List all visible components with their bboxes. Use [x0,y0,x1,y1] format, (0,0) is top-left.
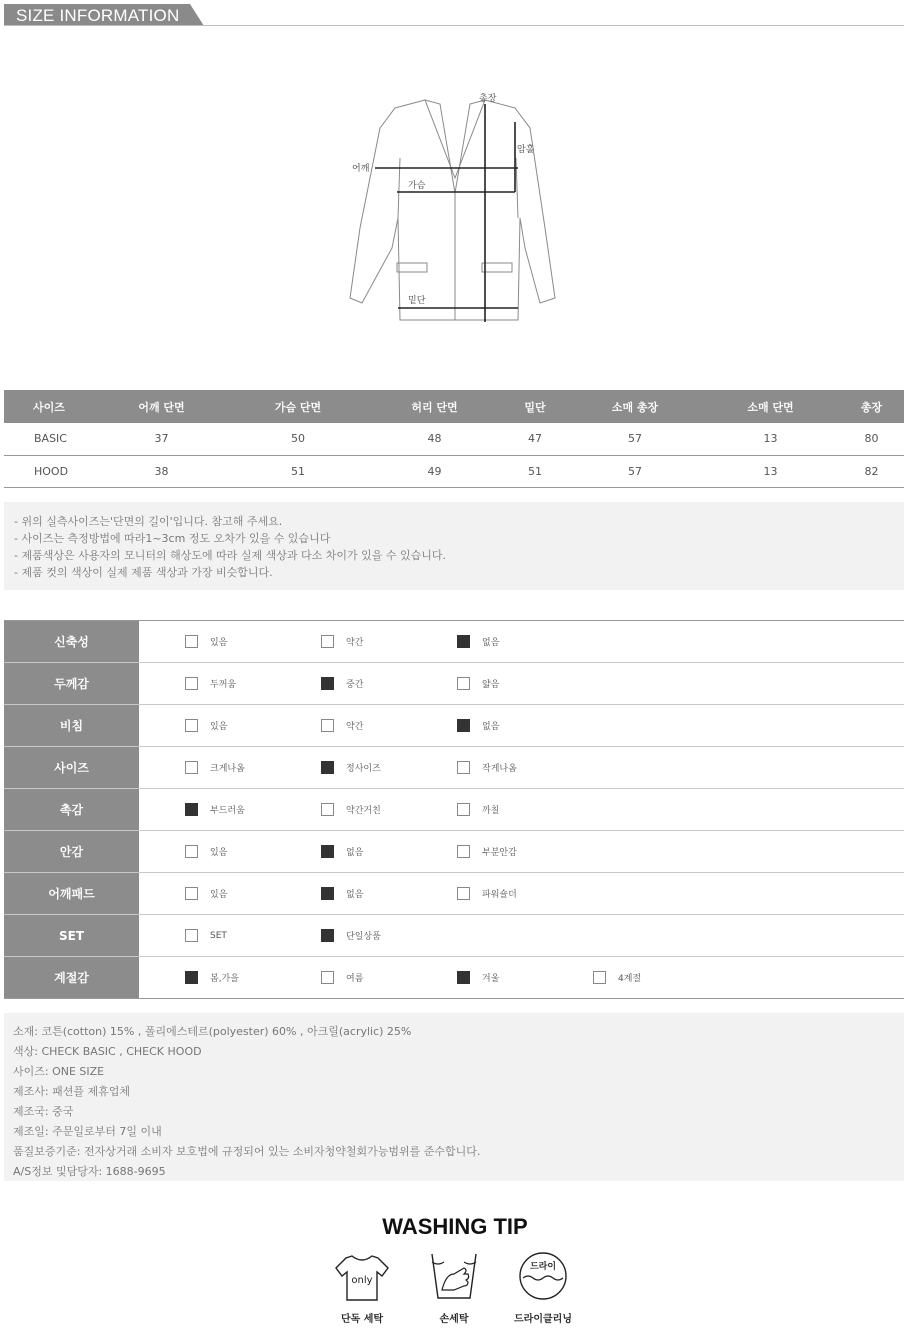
table-cell: 13 [702,455,839,487]
option-label: 봄,가을 [210,974,239,984]
property-option [321,635,363,648]
table-cell: 50 [229,423,367,455]
property-option [185,719,227,732]
checked-box-icon [321,887,334,900]
property-option [185,929,227,942]
property-row [4,831,904,873]
property-options [139,957,904,998]
detail-size: 사이즈: ONE SIZE [13,1065,105,1078]
table-cell: 38 [94,455,229,487]
detail-manufacture-date: 제조일: 주문일로부터 7일 이내 [13,1125,162,1138]
property-options [139,789,904,830]
option-label: SET [210,930,227,941]
detail-manufacturer: 제조사: 패션플 제휴업체 [13,1085,130,1098]
option-label: 중간 [346,680,364,690]
option-label: 작게나옴 [482,764,517,774]
property-option [321,929,381,942]
property-label: 비침 [4,705,139,746]
property-options [139,747,904,788]
property-options [139,663,904,704]
property-options [139,873,904,914]
property-option [593,971,641,984]
option-label: 여름 [346,974,364,984]
option-label: 있음 [210,722,228,732]
wash-label: 드라이클리닝 [514,1314,572,1325]
property-row [4,915,904,957]
table-cell: 51 [502,455,568,487]
option-label: 4계절 [618,974,642,984]
column-header: 허리 단면 [367,390,502,423]
option-label: 파워숄더 [482,890,517,900]
property-option [457,761,517,774]
option-label: 없음 [482,638,500,648]
note-line: - 위의 실측사이즈는'단면의 길이'입니다. 참고해 주세요. [14,515,283,528]
unchecked-box-icon [321,719,334,732]
detail-as-contact: A/S정보 및담당자: 1688-9695 [13,1165,166,1178]
note-line: - 제품색상은 사용자의 모니터의 해상도에 따라 실제 색상과 다소 차이가 있을 수 있습니다. [14,549,446,562]
table-cell: 48 [367,423,502,455]
property-row [4,747,904,789]
property-option [185,887,227,900]
option-label: 까칠 [482,806,500,816]
property-label: 계절감 [4,957,139,998]
note-line: - 제품 컷의 색상이 실제 제품 색상과 가장 비슷합니다. [14,566,273,579]
property-options [139,915,904,956]
shirt-only-icon [332,1250,392,1304]
diagram-label-chest: 가슴 [408,181,426,191]
table-cell: 57 [568,455,702,487]
checked-box-icon [457,635,470,648]
measurement-notes [4,502,904,590]
note-line: - 사이즈는 측정방법에 따라1~3cm 정도 오차가 있을 수 있습니다 [14,532,331,545]
option-label: 약간거친 [346,806,381,816]
property-options [139,831,904,872]
diagram-label-total-length: 총장 [479,94,497,104]
diagram-label-hem: 밑단 [408,296,426,306]
property-option [185,971,239,984]
checked-box-icon [457,719,470,732]
option-label: 겨울 [482,974,500,984]
unchecked-box-icon [185,761,198,774]
shirt-only-text: only [351,1275,373,1286]
column-header: 어깨 단면 [94,390,229,423]
table-cell: 37 [94,423,229,455]
dry-clean-text: 드라이 [529,1262,557,1272]
property-option [321,971,363,984]
property-row [4,957,904,999]
wash-item-dry [503,1250,583,1326]
header-divider [4,25,904,26]
checked-box-icon [321,929,334,942]
property-option [185,803,245,816]
property-row [4,873,904,915]
property-option [457,803,499,816]
property-option [457,677,499,690]
option-label: 없음 [482,722,500,732]
option-label: 약간 [346,722,364,732]
cardigan-outline-icon [340,88,570,333]
unchecked-box-icon [321,803,334,816]
column-header: 밑단 [502,390,568,423]
property-option [321,677,363,690]
table-cell: 49 [367,455,502,487]
unchecked-box-icon [457,887,470,900]
table-row [4,423,904,455]
property-option [321,887,363,900]
option-label: 크게나옴 [210,764,245,774]
property-option [185,845,227,858]
size-table [4,390,904,488]
checked-box-icon [321,677,334,690]
table-cell: 80 [839,423,904,455]
property-option [457,635,499,648]
checked-box-icon [321,761,334,774]
wash-item-hand [414,1250,494,1326]
section-title: SIZE INFORMATION [16,6,180,25]
option-label: 정사이즈 [346,764,381,774]
property-option [185,677,236,690]
column-header: 총장 [839,390,904,423]
property-option [457,845,517,858]
property-label: 촉감 [4,789,139,830]
table-cell: 51 [229,455,367,487]
diagram-label-shoulder: 어깨 [352,164,370,174]
property-row [4,705,904,747]
property-label: 신축성 [4,621,139,662]
garment-measurement-diagram [340,88,570,333]
checked-box-icon [321,845,334,858]
option-label: 부드러움 [210,806,245,816]
property-option [457,719,499,732]
checked-box-icon [457,971,470,984]
option-label: 두꺼움 [210,680,237,690]
option-label: 약간 [346,638,364,648]
table-cell: BASIC [4,423,94,455]
washing-tip-title: WASHING TIP [382,1214,528,1239]
property-option [185,635,227,648]
unchecked-box-icon [185,887,198,900]
unchecked-box-icon [457,803,470,816]
fabric-properties-table [4,620,904,999]
unchecked-box-icon [185,677,198,690]
detail-material: 소재: 코튼(cotton) 15% , 폴리에스테르(polyester) 60% , 아크릴(acrylic) 25% [13,1025,412,1038]
property-option [321,803,381,816]
property-option [457,887,517,900]
detail-color: 색상: CHECK BASIC , CHECK HOOD [13,1045,202,1058]
wash-label: 단독 세탁 [340,1314,384,1325]
size-table-header [4,390,904,423]
unchecked-box-icon [321,635,334,648]
product-details [4,1013,904,1181]
unchecked-box-icon [185,719,198,732]
option-label: 없음 [346,890,364,900]
option-label: 얇음 [482,680,500,690]
option-label: 부분안감 [482,848,517,858]
property-options [139,621,904,662]
table-cell: 82 [839,455,904,487]
dry-clean-icon [513,1250,573,1304]
unchecked-box-icon [185,635,198,648]
property-label: 안감 [4,831,139,872]
table-cell: 47 [502,423,568,455]
property-row [4,621,904,663]
unchecked-box-icon [321,971,334,984]
unchecked-box-icon [457,677,470,690]
table-cell: HOOD [4,455,94,487]
checked-box-icon [185,971,198,984]
property-label: 두께감 [4,663,139,704]
option-label: 단일상품 [346,932,381,942]
unchecked-box-icon [185,929,198,942]
unchecked-box-icon [457,845,470,858]
hand-wash-icon [424,1250,484,1304]
unchecked-box-icon [593,971,606,984]
table-cell: 57 [568,423,702,455]
option-label: 있음 [210,638,228,648]
property-row [4,789,904,831]
table-cell: 13 [702,423,839,455]
column-header: 가슴 단면 [229,390,367,423]
property-option [457,971,499,984]
checked-box-icon [185,803,198,816]
property-option [185,761,245,774]
unchecked-box-icon [185,845,198,858]
property-option [321,761,381,774]
table-row [4,455,904,487]
property-options [139,705,904,746]
property-label: SET [4,915,139,956]
detail-warranty: 품질보증기준: 전자상거래 소비자 보호법에 규정되어 있는 소비자청약철회가능범위를 준수합니다. [13,1145,481,1158]
column-header: 소매 단면 [702,390,839,423]
wash-item-only [322,1250,402,1326]
option-label: 있음 [210,848,228,858]
column-header: 소매 총장 [568,390,702,423]
detail-country: 제조국: 중국 [13,1105,74,1118]
option-label: 있음 [210,890,228,900]
unchecked-box-icon [457,761,470,774]
property-row [4,663,904,705]
property-option [321,845,363,858]
wash-label: 손세탁 [439,1314,469,1325]
diagram-label-armhole: 암홀 [517,145,535,155]
property-option [321,719,363,732]
property-label: 사이즈 [4,747,139,788]
property-label: 어깨패드 [4,873,139,914]
section-header [4,4,904,26]
column-header: 사이즈 [4,390,94,423]
option-label: 없음 [346,848,364,858]
